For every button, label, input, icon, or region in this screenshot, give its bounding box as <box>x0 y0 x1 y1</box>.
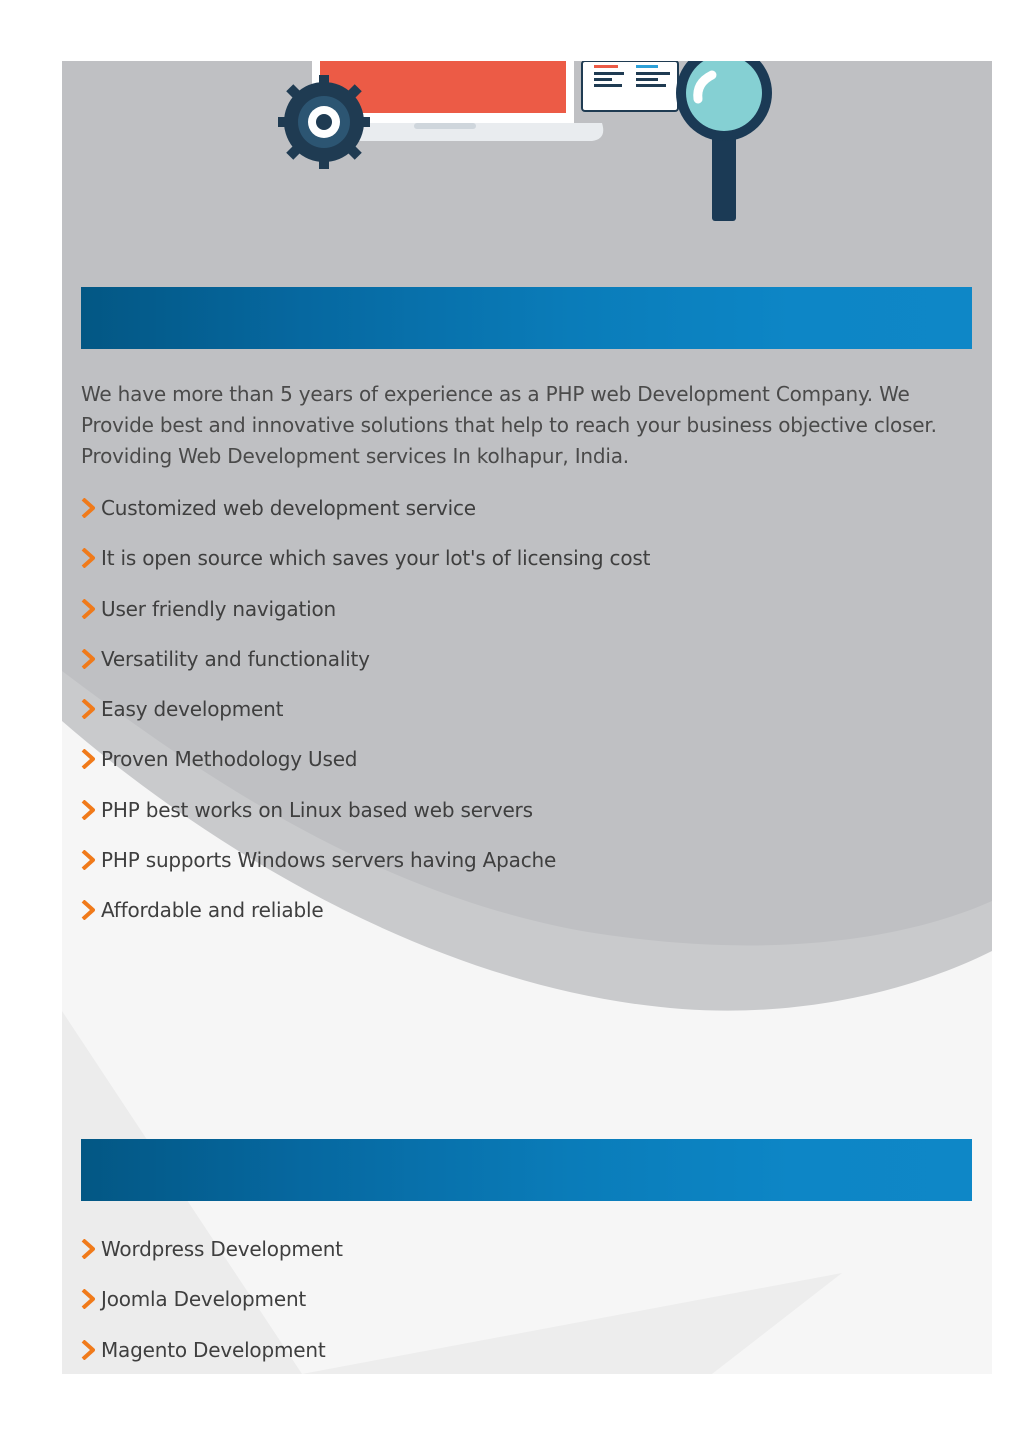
section-banner-top <box>81 287 972 349</box>
list-item-label: User friendly navigation <box>101 596 336 621</box>
chevron-right-icon <box>81 800 95 820</box>
list-item <box>81 1234 343 1284</box>
intro-paragraph: We have more than 5 years of experience as a PHP web Development Company. We Provide best and innovative solutions that help to reach your business objective closer. Providing Web Development services In kolhapur, India. <box>81 382 937 468</box>
list-item-label: Customized web development service <box>101 496 476 520</box>
gear-icon <box>278 75 370 169</box>
chevron-right-icon <box>81 649 95 669</box>
magnifier-icon <box>676 61 772 221</box>
list-item <box>81 895 650 945</box>
list-item <box>81 644 650 694</box>
list-item-label: Versatility and functionality <box>101 646 370 671</box>
list-item-label: PHP best works on Linux based web servers <box>101 797 533 822</box>
list-item <box>81 1335 343 1374</box>
chevron-right-icon <box>81 599 95 619</box>
page-card <box>62 61 992 1374</box>
list-item <box>81 1284 343 1334</box>
section-banner-bottom <box>81 1139 972 1201</box>
list-item <box>81 845 650 895</box>
chevron-right-icon <box>81 900 95 920</box>
list-item-label: Easy development <box>101 697 284 722</box>
chevron-right-icon <box>81 749 95 769</box>
list-item-label: Wordpress Development <box>101 1237 343 1261</box>
list-item-label: Affordable and reliable <box>101 898 324 923</box>
list-item <box>81 744 650 794</box>
feature-list <box>81 493 650 946</box>
list-item-label: It is open source which saves your lot's of licensing cost <box>101 546 651 571</box>
list-item <box>81 594 650 644</box>
list-item-label: Joomla Development <box>101 1287 307 1312</box>
list-item-label: Magento Development <box>101 1337 326 1362</box>
chevron-right-icon <box>81 498 95 518</box>
list-item <box>81 543 650 593</box>
list-item-label: Proven Methodology Used <box>101 747 358 772</box>
web-development-illustration <box>62 61 992 261</box>
chevron-right-icon <box>81 1340 95 1360</box>
chevron-right-icon <box>81 699 95 719</box>
chevron-right-icon <box>81 850 95 870</box>
chevron-right-icon <box>81 548 95 568</box>
list-item <box>81 795 650 845</box>
chevron-right-icon <box>81 1289 95 1309</box>
chevron-right-icon <box>81 1239 95 1259</box>
list-item-label: PHP supports Windows servers having Apache <box>101 848 557 873</box>
services-list <box>81 1234 343 1374</box>
list-item <box>81 493 650 543</box>
list-item <box>81 694 650 744</box>
document-icon <box>582 61 678 111</box>
